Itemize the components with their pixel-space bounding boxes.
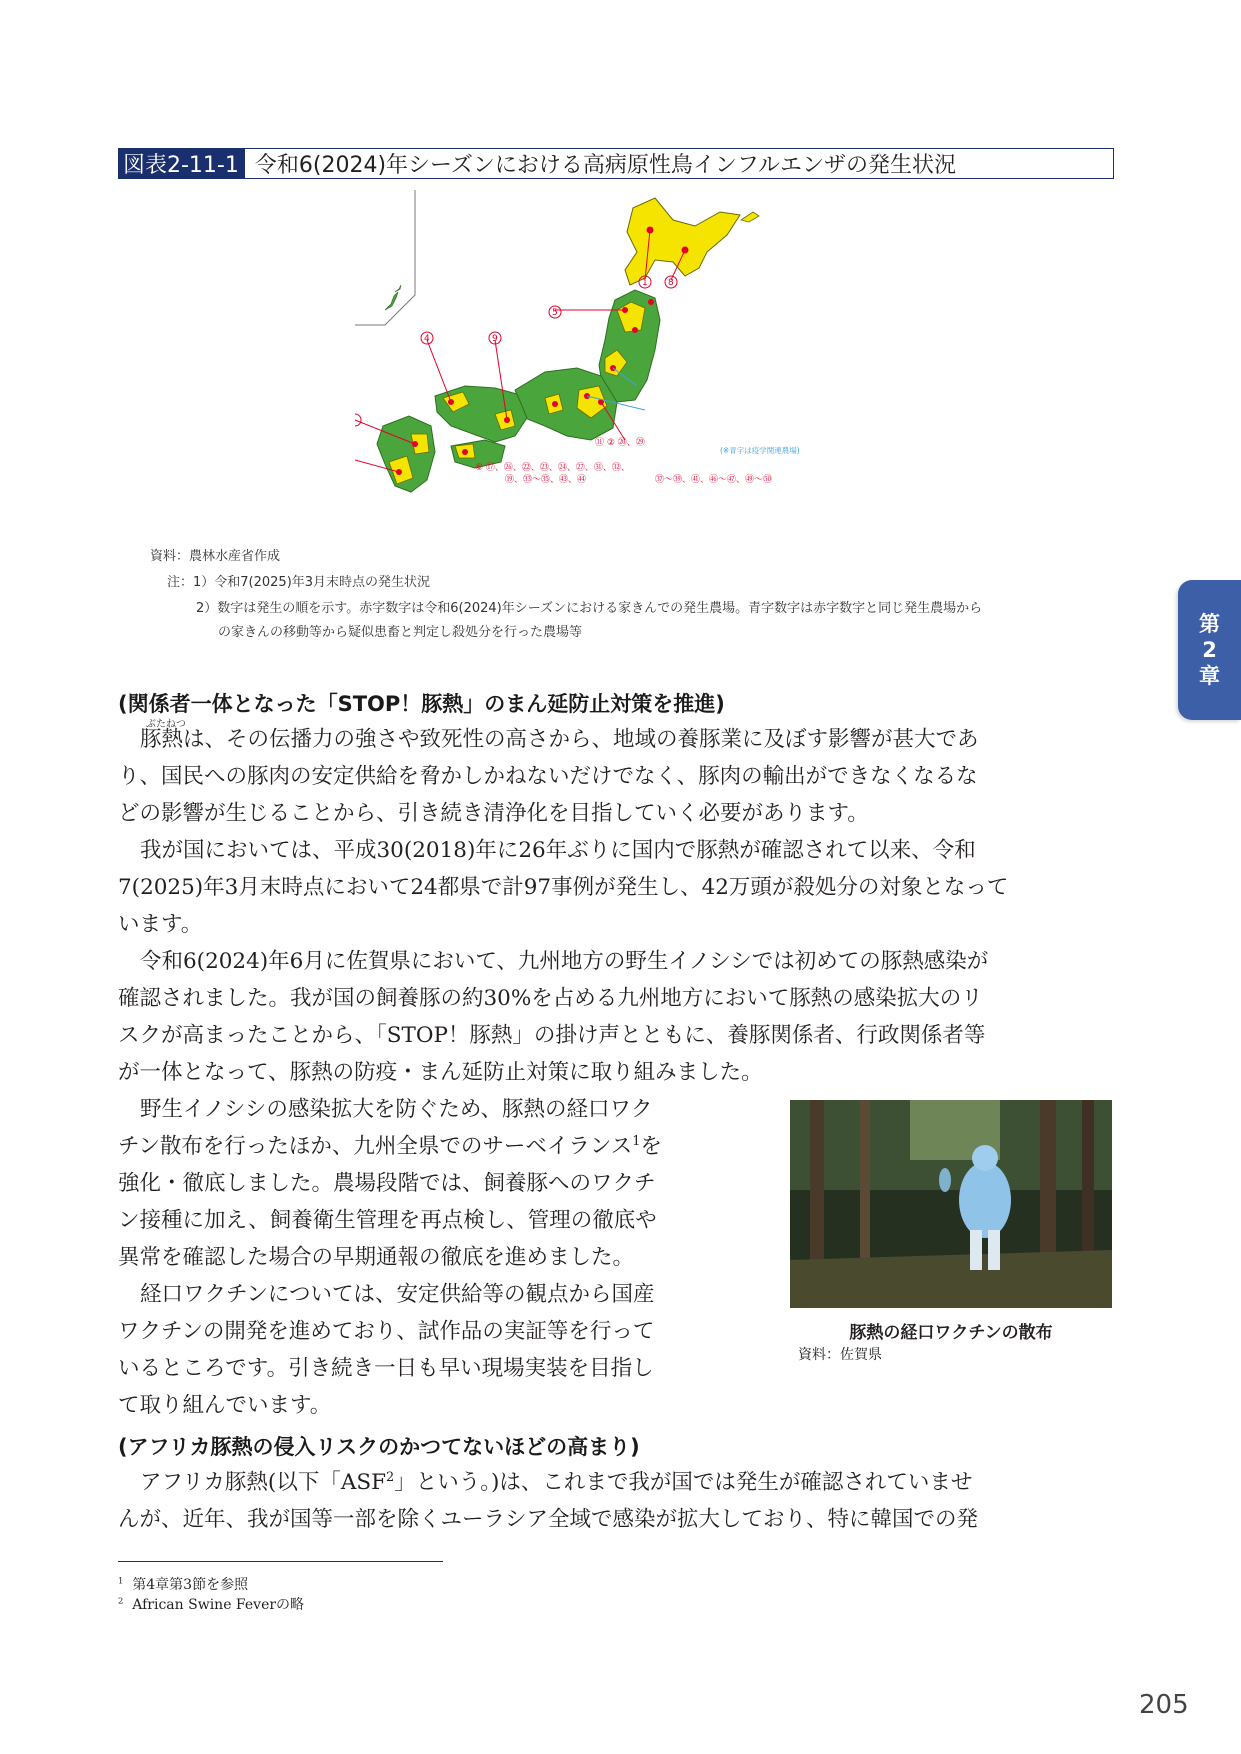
ruby-annotation: ぶたねつ [146, 719, 186, 730]
svg-text:1: 1 [642, 278, 648, 288]
svg-text:9: 9 [492, 334, 498, 344]
svg-text:4: 4 [424, 334, 430, 344]
section-heading-1: (関係者一体となった「STOP！豚熱」のまん延防止対策を推進) [118, 692, 725, 716]
photo-caption: 豚熱の経口ワクチンの散布 [849, 1323, 1053, 1343]
hokkaido [625, 198, 740, 285]
svg-text:5: 5 [552, 308, 558, 318]
paragraph-4: 野生イノシシの感染拡大を防ぐため、豚熱の経口ワク チン散布を行ったほか、九州全県でのサーベイランス$^1$を 強化・徹底しました。農場段階では、飼養豚へのワクチ ン接種に加え、飼養衛生管理を再点検し、管理の徹底や 異常を確認した場合の早期通報の徹底を進めました。 [118, 1097, 663, 1270]
section-heading-2: (アフリカ豚熱の侵入リスクのかつてないほどの高まり) [118, 1435, 640, 1459]
paragraph-1: 豚熱は、その伝播力の強さや致死性の高さから、地域の養豚業に及ぼす影響が甚大であ り、国民への豚肉の安定供給を脅かしかねないだけでなく、豚肉の輸出ができなくなるな どの影響が生じることから、引き続き清浄化を目指していく必要があります。 [118, 727, 979, 826]
svg-text:⑪ ② ⑳、㉙: ⑪ ② ⑳、㉙ [595, 438, 645, 448]
figure-title-bar [118, 148, 1114, 179]
figure-note-1: 注：1）令和7(2025)年3月末時点の発生状況 [167, 575, 431, 590]
svg-text:8: 8 [668, 278, 674, 288]
footnote-1: $^1$ 第4章第3節を参照 [118, 1575, 249, 1593]
footnote-ref-1: 1 [632, 1133, 641, 1149]
page-number: 205 [1139, 1690, 1189, 1720]
svg-text:⑲、㉝〜㉟、㊸、㊹: ⑲、㉝〜㉟、㊸、㊹ [505, 475, 587, 485]
chugoku-kinki [435, 386, 527, 442]
svg-text:⑥ ⑰、㉖、㉒、㉓、㉔、㉗、㉛、㉜、: ⑥ ⑰、㉖、㉒、㉓、㉔、㉗、㉛、㉜、 [475, 463, 630, 473]
footnote-2: $^2$ African Swine Feverの略 [118, 1595, 305, 1613]
vaccine-distribution-photo [790, 1100, 1112, 1308]
figure-note-2-line-1: 2）数字は発生の順を示す。赤字数字は令和6(2024)年シーズンにおける家きんでの発生農場。青字数字は赤字数字と同じ発生農場から [196, 601, 983, 616]
footnote-ref-2: 2 [386, 1469, 395, 1485]
figure-label: 図表2-11-1 [119, 149, 245, 178]
svg-text:㊲〜㊴、㊶、㊻〜㊼、㊾〜㊿: ㊲〜㊴、㊶、㊻〜㊼、㊾〜㊿ [655, 475, 773, 485]
figure-note-2-line-2: の家きんの移動等から疑似患畜と判定し殺処分を行った農場等 [218, 625, 583, 640]
paragraph-3: 令和6(2024)年6月に佐賀県において、九州地方の野生イノシシでは初めての豚熱感染が 確認されました。我が国の飼養豚の約30%を占める九州地方において豚熱の感染拡大のリ スクが高まったことから、「STOP！豚熱」の掛け声とともに、養豚関係者、行政関係者等 が一体となって、豚熱の防疫・まん延防止対策に取り組みました。 [118, 949, 989, 1085]
figure-title: 令和6(2024)年シーズンにおける高病原性鳥インフルエンザの発生状況 [254, 153, 957, 178]
figure-source: 資料：農林水産省作成 [150, 549, 281, 564]
chapter-tab-line-2: 2 [1202, 637, 1217, 662]
japan-outbreak-map [355, 190, 845, 550]
paragraph-2: 我が国においては、平成30(2018)年に26年ぶりに国内で豚熱が確認されて以来、令和 7(2025)年3月末時点において24都県で計97事例が発生し、42万頭が殺処分の対象となって います。 [118, 838, 1009, 937]
paragraph-6: アフリカ豚熱(以下「ASF$^2$」という。)は、これまで我が国では発生が確認されていませ んが、近年、我が国等一部を除くユーラシア全域で感染が拡大しており、特に韓国での発 [118, 1469, 979, 1532]
map-legend: (※青字は疫学関連農場) [720, 446, 800, 455]
okinawa-islands [385, 292, 398, 310]
chapter-tab-line-3: 章 [1199, 664, 1220, 689]
okinawa-inset-frame [355, 190, 415, 325]
paragraph-5: 経口ワクチンについては、安定供給等の観点から国産 ワクチンの開発を進めており、試作品の実証等を行って いるところです。引き続き一日も早い現場実装を目指し て取り組んでいます。 [118, 1282, 655, 1418]
chapter-tab[interactable] [1178, 580, 1241, 720]
photo-source: 資料：佐賀県 [798, 1347, 882, 1363]
chapter-tab-line-1: 第 [1199, 611, 1220, 636]
footnote-divider [118, 1561, 443, 1562]
